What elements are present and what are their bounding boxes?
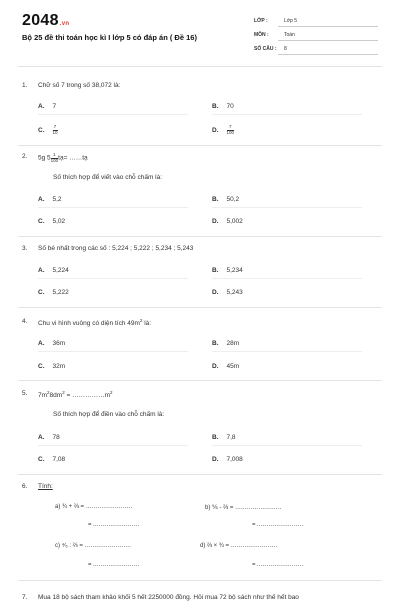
option-a[interactable]: A. 5,224 — [38, 267, 69, 274]
option-divider — [212, 445, 362, 446]
header-divider — [18, 66, 382, 67]
option-a[interactable]: A. 5,2 — [38, 196, 62, 203]
question-text: $7m^28dm^2$ = $\dots\dots\dots\dots\dots m^2$ — [38, 390, 113, 400]
fraction: $\frac{7}{10}$ — [52, 124, 58, 135]
calc-b-line2[interactable]: = …………………… — [252, 522, 304, 528]
option-d[interactable]: D. $\frac{7}{100}$ — [212, 124, 235, 135]
meta-label-count: SỐ CÂU : — [254, 46, 277, 52]
calc-d-line2[interactable]: = …………………… — [252, 562, 304, 568]
question-divider — [18, 236, 382, 237]
document-title: Bộ 25 đề thi toán học kì I lớp 5 có đáp án ( Đề 16) — [22, 33, 197, 42]
option-b[interactable]: B. 7,8 — [212, 434, 236, 441]
option-b[interactable]: B. 50,2 — [212, 196, 240, 203]
option-c[interactable]: C. 7,08 — [38, 456, 66, 463]
option-divider — [38, 114, 188, 115]
option-c[interactable]: C. 5,02 — [38, 218, 66, 225]
meta-value-class: Lớp 5 — [284, 18, 298, 24]
question-text: Chữ số 7 trong số 38,072 là: — [38, 82, 121, 89]
question-divider — [18, 380, 382, 381]
calc-a[interactable]: a) ¾ + ⅔ = …………………… — [55, 504, 133, 510]
question-divider — [18, 307, 382, 308]
question-text: 5g 5 $\frac{1}{100}$ tạ= ……tạ — [38, 152, 88, 163]
option-a[interactable]: A. 36m — [38, 340, 66, 347]
question-number: 7. — [22, 594, 28, 601]
question-text: Số bé nhất trong các số : 5,224 ; 5,222 ; 5,234 ; 5,243 — [38, 245, 194, 252]
site-logo[interactable] — [22, 12, 69, 30]
option-divider — [212, 351, 362, 352]
meta-label-class: LỚP : — [254, 18, 268, 24]
calc-c-line2[interactable]: = …………………… — [88, 562, 140, 568]
question-number: 6. — [22, 483, 28, 490]
question-text: Tính: — [38, 483, 53, 490]
calc-c[interactable]: c) ⁴⁄₅ : ⅔ = …………………… — [55, 543, 131, 549]
meta-underline — [278, 54, 378, 55]
question-subtext: Số thích hợp để viết vào chỗ chấm là: — [53, 174, 163, 181]
option-c[interactable]: C. 5,222 — [38, 289, 69, 296]
question-divider — [18, 474, 382, 475]
logo-suffix: .vn — [59, 21, 70, 27]
meta-label-subject: MÔN : — [254, 32, 269, 38]
option-c[interactable]: C. 32m — [38, 363, 66, 370]
fraction: $\frac{7}{100}$ — [226, 124, 235, 135]
option-c[interactable]: C. $\frac{7}{10}$ — [38, 124, 58, 135]
meta-underline — [278, 40, 378, 41]
meta-value-count: 8 — [284, 46, 287, 52]
question-divider — [18, 145, 382, 146]
question-number: 3. — [22, 245, 28, 252]
calc-d[interactable]: d) ⅔ × ¾ = …………………… — [200, 543, 278, 549]
question-number: 5. — [22, 390, 28, 397]
option-divider — [212, 278, 362, 279]
option-d[interactable]: D. 5,002 — [212, 218, 243, 225]
option-divider — [212, 114, 362, 115]
option-d[interactable]: D. 7,008 — [212, 456, 243, 463]
option-divider — [38, 278, 188, 279]
meta-value-subject: Toán — [284, 32, 295, 38]
question-divider — [18, 580, 382, 581]
meta-underline — [278, 26, 378, 27]
option-divider — [212, 207, 362, 208]
question-number: 1. — [22, 82, 28, 89]
question-subtext: Số thích hợp để điền vào chỗ chấm là: — [53, 411, 165, 418]
option-d[interactable]: D. 5,243 — [212, 289, 243, 296]
question-text: Chu vi hình vuông có diện tích $49m^2$ là: — [38, 318, 152, 328]
logo-text: 2048 — [22, 12, 59, 29]
option-d[interactable]: D. 45m — [212, 363, 240, 370]
option-b[interactable]: B. 5,234 — [212, 267, 243, 274]
question-number: 2. — [22, 153, 28, 160]
option-divider — [38, 351, 188, 352]
option-divider — [38, 207, 188, 208]
option-divider — [38, 445, 188, 446]
option-a[interactable]: A. 78 — [38, 434, 60, 441]
calc-a-line2[interactable]: = …………………… — [88, 522, 140, 528]
question-number: 4. — [22, 318, 28, 325]
option-b[interactable]: B. 28m — [212, 340, 240, 347]
option-b[interactable]: B. 70 — [212, 103, 234, 110]
question-text: Mua 18 bộ sách tham khảo khối 5 hết 2250000 đồng. Hỏi mua 72 bộ sách như thế hết bao — [38, 594, 299, 601]
calc-b[interactable]: b) ⅚ - ⅔ = …………………… — [205, 505, 282, 511]
option-a[interactable]: A. 7 — [38, 103, 57, 110]
